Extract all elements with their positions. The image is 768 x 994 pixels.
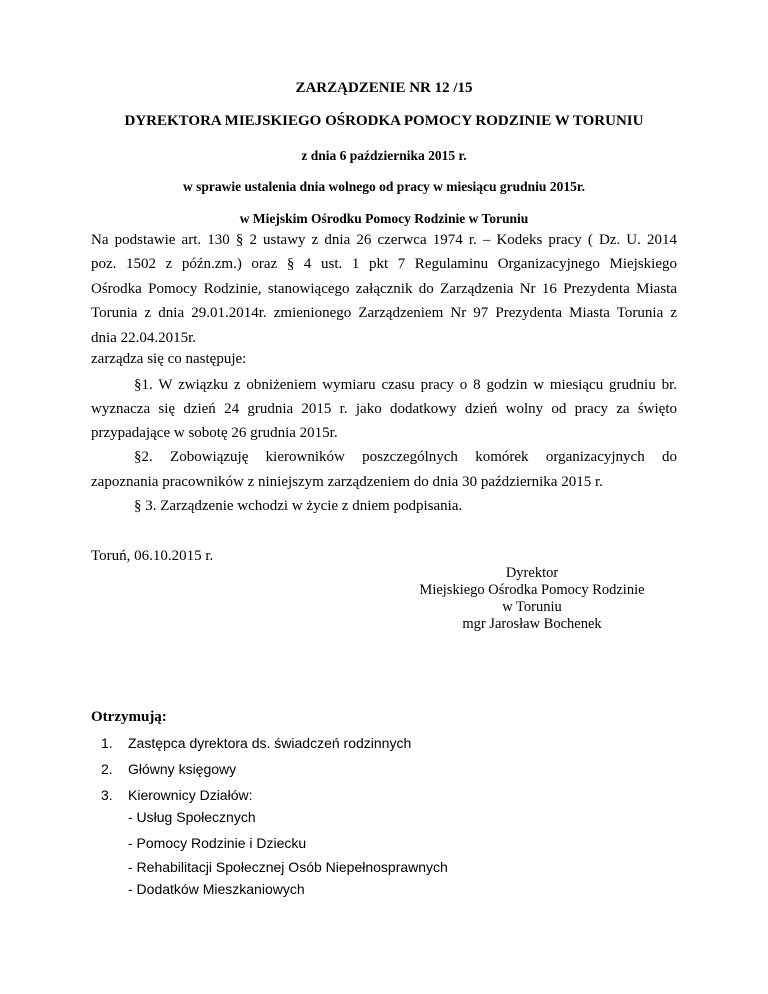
recipient-item (101, 761, 236, 777)
recipients-title: Otrzymują: (91, 709, 167, 725)
paragraph-2-line-2: zapoznania pracowników z niniejszym zarządzeniem do dnia 30 października 2015 r. (91, 474, 603, 490)
preamble-line-4: Torunia z dnia 29.01.2014r. zmienionego Zarządzeniem Nr 97 Prezydenta Miasta Torunia z (91, 305, 677, 321)
document-title: ZARZĄDZENIE NR 12 /15 (295, 80, 473, 96)
recipient-item (101, 735, 411, 751)
document-issuer: DYREKTORA MIEJSKIEGO OŚRODKA POMOCY RODZINIE W TORUNIU (124, 113, 644, 129)
preamble-line-1: Na podstawie art. 130 § 2 ustawy z dnia 26 czerwca 1974 r. – Kodeks pracy ( Dz. U. 2014 (91, 232, 677, 248)
paragraph-1-line-1: §1. W związku z obniżeniem wymiaru czasu pracy o 8 godzin w miesiącu grudniu br. (134, 377, 677, 393)
paragraph-3-line-1: § 3. Zarządzenie wchodzi w życie z dniem podpisania. (134, 498, 463, 514)
paragraph-2-line-1: §2. Zobowiązuję kierowników poszczególnych komórek organizacyjnych do (134, 449, 677, 465)
place-date: Toruń, 06.10.2015 r. (91, 548, 214, 564)
document-subject-line-2: w Miejskim Ośrodku Pomocy Rodzinie w Toruniu (239, 211, 529, 226)
signature-city: w Toruniu (502, 599, 562, 615)
signature-name: mgr Jarosław Bochenek (462, 616, 602, 632)
recipient-item (101, 787, 252, 803)
document-subject-line-1: w sprawie ustalenia dnia wolnego od pracy w miesiącu grudniu 2015r. (183, 179, 585, 194)
preamble-line-5: dnia 22.04.2015r. (91, 330, 196, 346)
signature-institution: Miejskiego Ośrodka Pomocy Rodzinie (419, 582, 645, 598)
department-item: - Rehabilitacji Społecznej Osób Niepełnosprawnych (128, 859, 448, 875)
preamble-line-2: poz. 1502 z późn.zm.) oraz § 4 ust. 1 pkt 7 Regulaminu Organizacyjnego Miejskiego (91, 256, 677, 272)
recipient-text: Kierownicy Działów: (128, 787, 253, 803)
recipient-text: Główny księgowy (128, 761, 237, 777)
preamble-line-6: zarządza się co następuje: (91, 351, 247, 367)
recipient-text: Zastępca dyrektora ds. świadczeń rodzinnych (128, 735, 412, 751)
recipient-number: 3. (101, 787, 113, 803)
recipient-number: 1. (101, 735, 113, 751)
document-date: z dnia 6 października 2015 r. (301, 148, 467, 163)
department-item: - Dodatków Mieszkaniowych (128, 881, 305, 897)
paragraph-1-line-3: przypadające w sobotę 26 grudnia 2015r. (91, 425, 338, 441)
department-item: - Pomocy Rodzinie i Dziecku (128, 835, 307, 851)
recipient-number: 2. (101, 761, 113, 777)
paragraph-1-line-2: wyznacza się dzień 24 grudnia 2015 r. jako dodatkowy dzień wolny od pracy za święto (91, 401, 677, 417)
signature-title: Dyrektor (505, 565, 559, 581)
preamble-line-3: Ośrodka Pomocy Rodzinie, stanowiącego załącznik do Zarządzenia Nr 16 Prezydenta Miasta (91, 281, 677, 297)
department-item: - Usług Społecznych (128, 809, 256, 825)
